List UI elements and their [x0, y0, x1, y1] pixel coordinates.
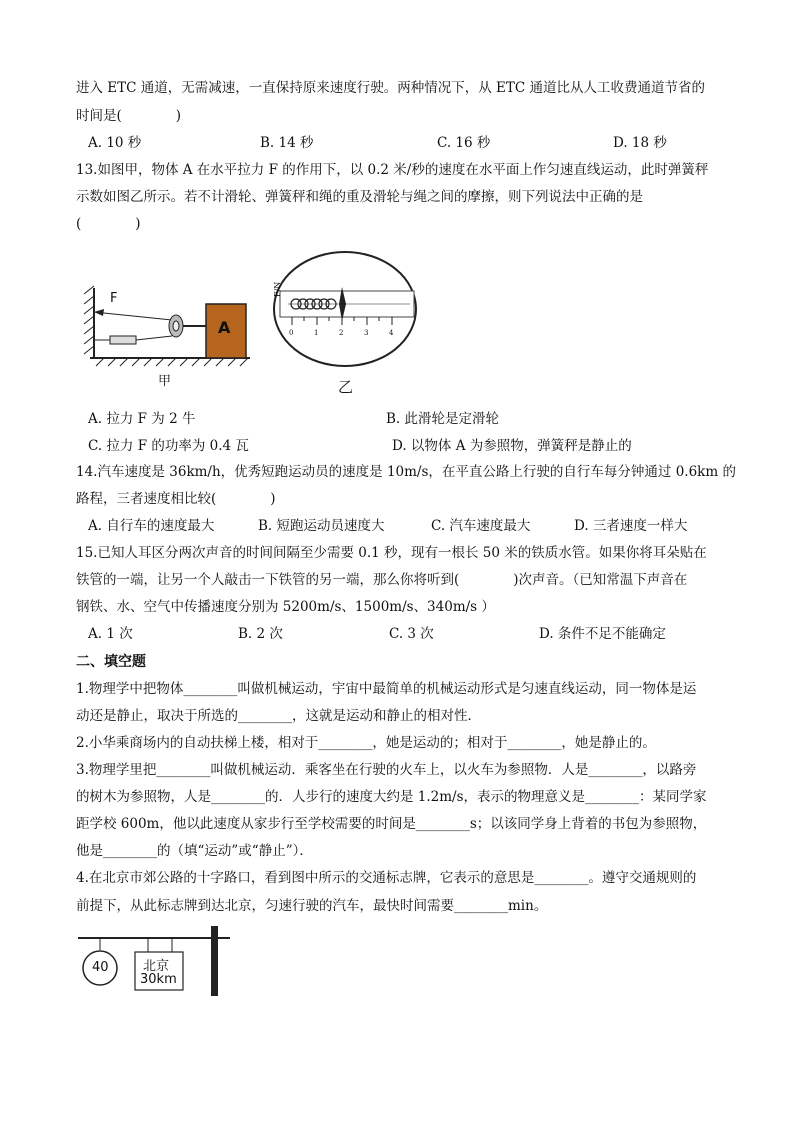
fill-1-line1: 1.物理学中把物体________叫做机械运动，宇宙中最简单的机械运动形式是匀速直线运动，同一物体是运: [76, 681, 697, 697]
force-label: F: [110, 291, 118, 306]
q15-line3: 钢铁、水、空气中传播速度分别为 5200m/s、1500m/s、340m/s ）: [76, 599, 495, 615]
q15-option-b: B. 2 次: [238, 626, 283, 642]
scale-tick-3: 3: [364, 329, 369, 337]
q14-option-b: B. 短跑运动员速度大: [258, 518, 385, 534]
fill-3-line3: 距学校 600m，他以此速度从家步行至学校需要的时间是________s；以该同学身上背着的书包为参照物，: [76, 816, 707, 832]
q13-line3: ( ): [76, 216, 141, 232]
fill-2-line1: 2.小华乘商场内的自动扶梯上楼，相对于________，她是运动的；相对于________，她是静止的。: [76, 735, 656, 751]
q13-line1: 13.如图甲，物体 A 在水平拉力 F 的作用下，以 0.2 米/秒的速度在水平面上作匀速直线运动，此时弹簧秤: [76, 162, 709, 178]
q13-line2: 示数如图乙所示。若不计滑轮、弹簧秤和绳的重及滑轮与绳之间的摩擦，则下列说法中正确的是: [76, 189, 643, 205]
q15-line1: 15.已知人耳区分两次声音的时间间隔至少需要 0.1 秒，现有一根长 50 米的铁质水管。如果你将耳朵贴在: [76, 545, 707, 561]
q12-option-b: B. 14 秒: [260, 135, 314, 151]
q14-line2: 路程，三者速度相比较( ): [76, 491, 276, 507]
q15-option-a: A. 1 次: [88, 626, 133, 642]
sign-city: 北京: [143, 959, 170, 974]
block-label: A: [218, 318, 231, 337]
q13-option-c: C. 拉力 F 的功率为 0.4 瓦: [88, 438, 249, 454]
q14-option-a: A. 自行车的速度最大: [88, 518, 215, 534]
q13-option-a: A. 拉力 F 为 2 牛: [88, 411, 196, 427]
scale-tick-1: 1: [314, 329, 319, 337]
pulley-figure: [80, 280, 260, 380]
q12-line1: 进入 ETC 通道，无需减速，一直保持原来速度行驶。两种情况下，从 ETC 通道比从人工收费通道节省的: [76, 80, 706, 96]
fill-3-line4: 他是________的（填“运动”或“静止”）．: [76, 843, 313, 859]
speed-limit-value: 40: [92, 960, 109, 975]
q15-option-d: D. 条件不足不能确定: [539, 626, 666, 642]
q12-option-c: C. 16 秒: [437, 135, 491, 151]
fill-3-line2: 的树木为参照物，人是________的．人步行的速度大约是 1.2m/s，表示的物理意义是________：某同学家: [76, 789, 707, 805]
figure-jia-label: 甲: [158, 374, 172, 389]
fill-3-line1: 3.物理学里把________叫做机械运动．乘客坐在行驶的火车上，以火车为参照物．人是________，以路旁: [76, 762, 697, 778]
sign-distance: 30km: [140, 972, 177, 987]
q15-line2: 铁管的一端，让另一个人敲击一下铁管的另一端，那么你将听到( )次声音。（已知常温下声音在: [76, 572, 688, 588]
spring-scale-figure: [270, 249, 420, 381]
q15-option-c: C. 3 次: [389, 626, 434, 642]
q14-option-c: C. 汽车速度最大: [431, 518, 531, 534]
q12-option-d: D. 18 秒: [613, 135, 667, 151]
q13-option-d: D. 以物体 A 为参照物，弹簧秤是静止的: [392, 438, 632, 454]
q13-option-b: B. 此滑轮是定滑轮: [386, 411, 500, 427]
fill-1-line2: 动还是静止，取决于所选的________，这就是运动和静止的相对性．: [76, 708, 481, 724]
q12-option-a: A. 10 秒: [88, 135, 142, 151]
scale-tick-2: 2: [339, 329, 344, 337]
q12-line2: 时间是( ): [76, 108, 182, 124]
scale-tick-4: 4: [389, 329, 394, 337]
scale-unit-label: F/N: [273, 281, 282, 297]
scale-tick-0: 0: [289, 329, 294, 337]
q14-line1: 14.汽车速度是 36km/h，优秀短跑运动员的速度是 10m/s，在平直公路上行驶的自行车每分钟通过 0.6km 的: [76, 464, 736, 480]
fill-4-line1: 4.在北京市郊公路的十字路口，看到图中所示的交通标志牌，它表示的意思是________。遵守交通规则的: [76, 870, 697, 886]
section-title: 二、填空题: [76, 654, 146, 670]
figure-yi-label: 乙: [338, 378, 354, 396]
q14-option-d: D. 三者速度一样大: [574, 518, 688, 534]
fill-4-line2: 前提下，从此标志牌到达北京，匀速行驶的汽车，最快时间需要________min。: [76, 898, 548, 914]
